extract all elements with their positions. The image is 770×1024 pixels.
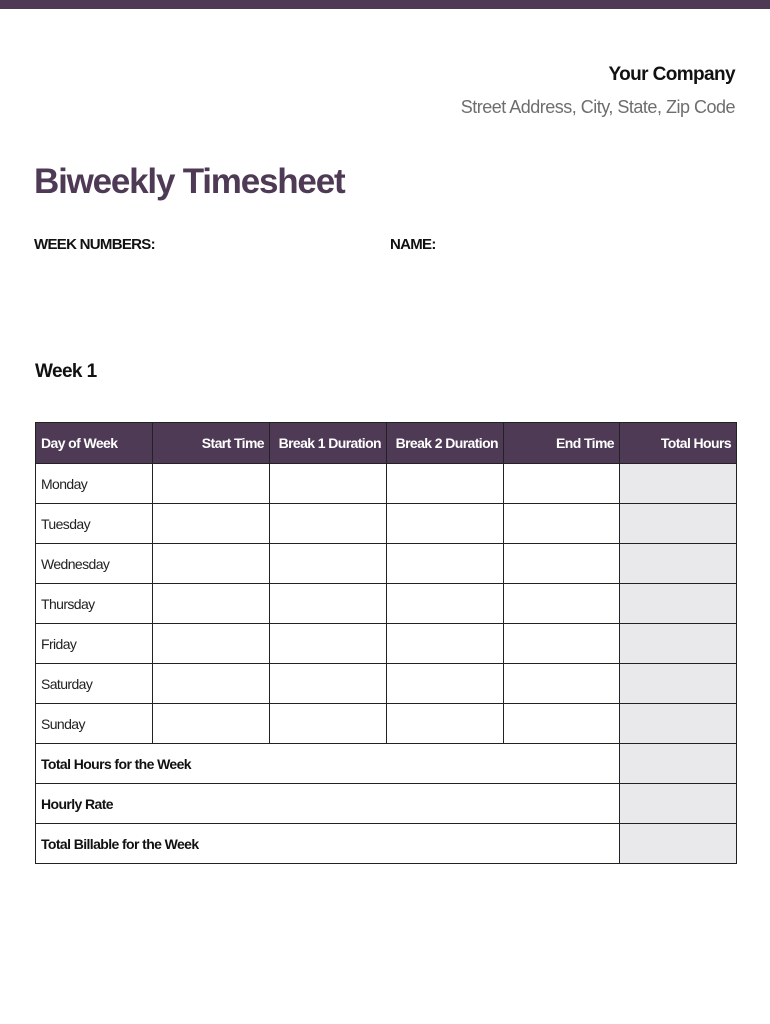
day-label: Saturday [36,664,153,704]
document-title: Biweekly Timesheet [34,162,345,201]
summary-row-total-billable [36,824,737,864]
total-hours-cell[interactable] [620,464,737,504]
company-address: Street Address, City, State, Zip Code [460,97,735,117]
day-label: Tuesday [36,504,153,544]
total-hours-cell[interactable] [620,504,737,544]
company-name: Your Company [608,64,735,85]
week-numbers-label: WEEK NUMBERS: [34,236,155,253]
break-1-duration-cell[interactable] [270,464,387,504]
table-row [36,584,737,624]
week-heading: Week 1 [35,361,97,382]
table-row [36,704,737,744]
table-header-row [36,423,737,464]
total-hours-cell[interactable] [620,664,737,704]
company-block [461,62,735,120]
total-billable-for-week-label: Total Billable for the Week [36,824,620,864]
break-1-duration-cell[interactable] [270,624,387,664]
total-hours-for-week-cell[interactable] [620,744,737,784]
total-hours-cell[interactable] [620,584,737,624]
start-time-cell[interactable] [153,544,270,584]
column-header-total-hours: Total Hours [620,423,737,464]
break-2-duration-cell[interactable] [387,704,504,744]
start-time-cell[interactable] [153,584,270,624]
name-label: NAME: [390,236,436,253]
timesheet-table [35,422,737,864]
column-header-break-2-duration: Break 2 Duration [387,423,504,464]
column-header-break-1-duration: Break 1 Duration [270,423,387,464]
end-time-cell[interactable] [504,704,620,744]
summary-row-hourly-rate [36,784,737,824]
break-2-duration-cell[interactable] [387,544,504,584]
total-billable-for-week-cell[interactable] [620,824,737,864]
end-time-cell[interactable] [504,544,620,584]
total-hours-for-week-label: Total Hours for the Week [36,744,620,784]
end-time-cell[interactable] [504,504,620,544]
break-2-duration-cell[interactable] [387,664,504,704]
break-2-duration-cell[interactable] [387,624,504,664]
day-label: Thursday [36,584,153,624]
break-1-duration-cell[interactable] [270,584,387,624]
start-time-cell[interactable] [153,664,270,704]
break-1-duration-cell[interactable] [270,704,387,744]
break-2-duration-cell[interactable] [387,584,504,624]
end-time-cell[interactable] [504,624,620,664]
table-row [36,464,737,504]
break-2-duration-cell[interactable] [387,504,504,544]
total-hours-cell[interactable] [620,544,737,584]
end-time-cell[interactable] [504,464,620,504]
break-1-duration-cell[interactable] [270,664,387,704]
break-1-duration-cell[interactable] [270,544,387,584]
break-2-duration-cell[interactable] [387,464,504,504]
day-label: Sunday [36,704,153,744]
hourly-rate-label: Hourly Rate [36,784,620,824]
start-time-cell[interactable] [153,464,270,504]
column-header-start-time: Start Time [153,423,270,464]
hourly-rate-cell[interactable] [620,784,737,824]
top-accent-bar [0,0,770,9]
total-hours-cell[interactable] [620,624,737,664]
break-1-duration-cell[interactable] [270,504,387,544]
start-time-cell[interactable] [153,504,270,544]
end-time-cell[interactable] [504,584,620,624]
day-label: Monday [36,464,153,504]
summary-row-total-hours [36,744,737,784]
table-row [36,624,737,664]
start-time-cell[interactable] [153,704,270,744]
table-row [36,504,737,544]
day-label: Friday [36,624,153,664]
start-time-cell[interactable] [153,624,270,664]
column-header-day-of-week: Day of Week [36,423,153,464]
column-header-end-time: End Time [504,423,620,464]
total-hours-cell[interactable] [620,704,737,744]
table-row [36,544,737,584]
end-time-cell[interactable] [504,664,620,704]
day-label: Wednesday [36,544,153,584]
table-row [36,664,737,704]
